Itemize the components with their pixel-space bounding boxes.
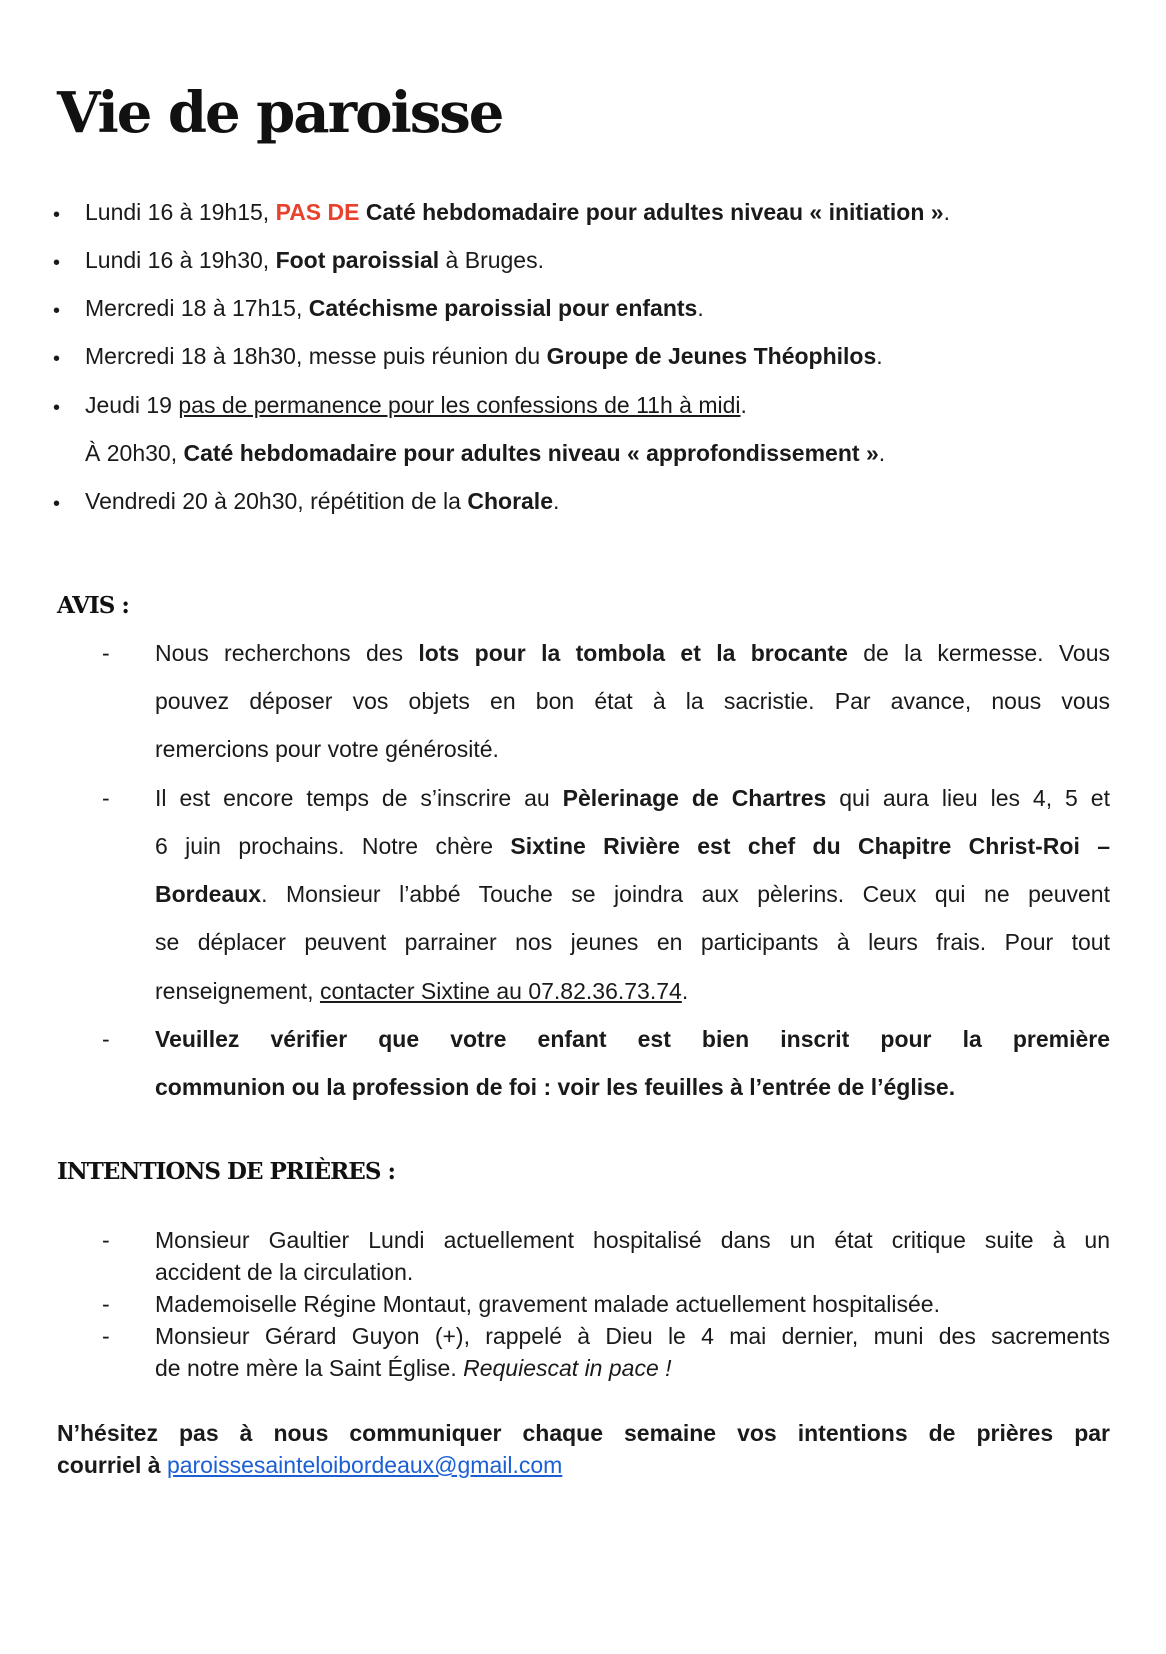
avis-line: Bordeaux. Monsieur l’abbé Touche se joindra aux pèlerins. Ceux qui ne peuvent — [155, 881, 1110, 907]
list-item-continuation: À 20h30, Caté hebdomadaire pour adultes niveau « approfondissement ». — [85, 440, 886, 466]
list-item: Lundi 16 à 19h30, Foot paroissial à Bruges. — [85, 247, 544, 273]
dash: - — [102, 785, 110, 811]
page-title: Vie de paroisse — [57, 80, 503, 146]
email-link[interactable]: paroissesainteloibordeaux@gmail.com — [166, 1452, 563, 1478]
intentions-heading: INTENTIONS DE PRIÈRES : — [57, 1158, 395, 1185]
footer-line: courriel à paroissesainteloibordeaux@gmail.com — [57, 1452, 563, 1478]
avis-line: renseignement, contacter Sixtine au 07.82.36.73.74. — [155, 978, 689, 1004]
avis-line: remercions pour votre générosité. — [155, 736, 499, 762]
phone-contact: contacter Sixtine au 07.82.36.73.74 — [319, 978, 682, 1004]
avis-heading: AVIS : — [57, 592, 129, 619]
bullet: • — [53, 397, 61, 419]
list-item: Vendredi 20 à 20h30, répétition de la Chorale. — [85, 488, 560, 514]
dash: - — [102, 1026, 110, 1052]
footer-line: N’hésitez pas à nous communiquer chaque semaine vos intentions de prières par — [57, 1420, 1110, 1446]
list-item: Lundi 16 à 19h15, PAS DE Caté hebdomadaire pour adultes niveau « initiation ». — [85, 199, 950, 225]
avis-line: se déplacer peuvent parrainer nos jeunes en participants à leurs frais. Pour tout — [155, 929, 1110, 955]
avis-line: pouvez déposer vos objets en bon état à la sacristie. Par avance, nous vous — [155, 688, 1110, 714]
intention-line: de notre mère la Saint Église. Requiescat in pace ! — [155, 1355, 672, 1381]
intention-line: Monsieur Gaultier Lundi actuellement hospitalisé dans un état critique suite à un — [155, 1227, 1110, 1253]
dash: - — [102, 1227, 110, 1253]
bullet: • — [53, 204, 61, 226]
avis-line: Il est encore temps de s’inscrire au Pèlerinage de Chartres qui aura lieu les 4, 5 et — [155, 785, 1110, 811]
intention-line: Mademoiselle Régine Montaut, gravement malade actuellement hospitalisée. — [155, 1291, 940, 1317]
cancel-badge: PAS DE — [275, 199, 360, 225]
intention-line: Monsieur Gérard Guyon (+), rappelé à Dieu le 4 mai dernier, muni des sacrements — [155, 1323, 1110, 1349]
bullet: • — [53, 348, 61, 370]
bullet: • — [53, 493, 61, 515]
avis-line: communion ou la profession de foi : voir les feuilles à l’entrée de l’église. — [155, 1074, 956, 1100]
list-item: Mercredi 18 à 17h15, Catéchisme paroissial pour enfants. — [85, 295, 704, 321]
bullet: • — [53, 300, 61, 322]
dash: - — [102, 1291, 110, 1317]
dash: - — [102, 1323, 110, 1349]
avis-line: Veuillez vérifier que votre enfant est bien inscrit pour la première — [155, 1026, 1110, 1052]
dash: - — [102, 640, 110, 666]
list-item: Jeudi 19 pas de permanence pour les confessions de 11h à midi. — [85, 392, 747, 418]
avis-line: 6 juin prochains. Notre chère Sixtine Rivière est chef du Chapitre Christ-Roi – — [155, 833, 1111, 859]
list-item: Mercredi 18 à 18h30, messe puis réunion du Groupe de Jeunes Théophilos. — [85, 343, 883, 369]
avis-line: Nous recherchons des lots pour la tombola et la brocante de la kermesse. Vous — [155, 640, 1111, 666]
intention-line: accident de la circulation. — [155, 1259, 414, 1285]
bullet: • — [53, 252, 61, 274]
